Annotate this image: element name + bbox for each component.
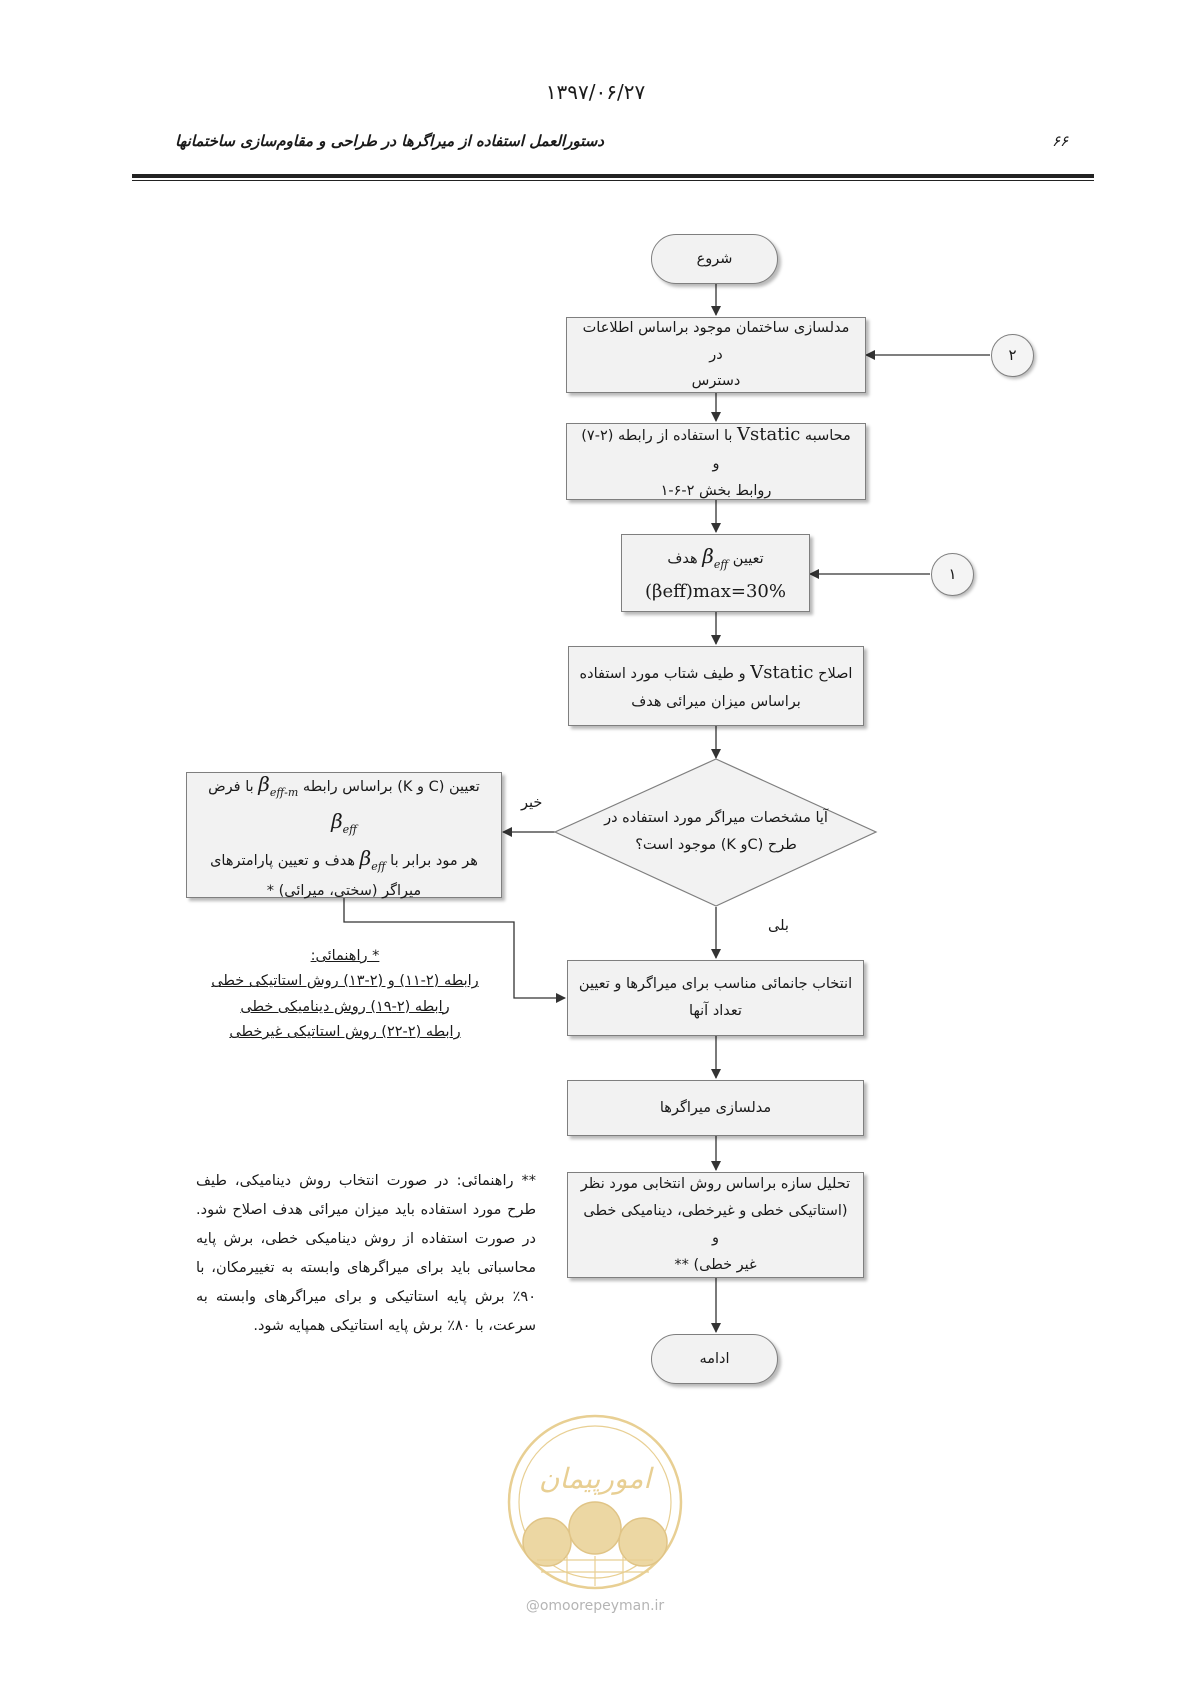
select-line1: انتخاب جانمائی مناسب برای میراگرها و تعیین <box>578 976 853 993</box>
continue-label: ادامه <box>699 1350 730 1367</box>
model-dampers-box <box>567 1080 864 1136</box>
beta-m-symbol: β <box>258 771 270 796</box>
beta-eff-subscript-2: eff <box>371 860 386 874</box>
select-layout-box <box>567 960 864 1036</box>
vstatic-pre: محاسبه <box>804 428 851 445</box>
connector-2-label: ۲ <box>1008 345 1017 364</box>
connector-2-circle <box>991 334 1034 377</box>
continue-terminal <box>651 1334 778 1384</box>
guide-line1: رابطه (۲-۱۱) و (۲-۱۳) روش استاتیکی خطی <box>211 973 479 990</box>
modeling-text-line2: دسترس <box>691 373 741 390</box>
beta-m-subscript: eff-m <box>269 785 299 799</box>
decision-text <box>580 795 852 869</box>
beta-max-formula: (βeff)max=30% <box>645 581 786 603</box>
watermark-brand: امورپیمان <box>538 1462 652 1495</box>
determine-line2b: هدف و تعیین پارامترهای <box>210 853 356 870</box>
document-title: دستورالعمل استفاده از میراگرها در طراحی و مقاوم‌سازی ساختمانها <box>175 132 604 150</box>
beta-post: هدف <box>667 550 698 567</box>
start-terminal <box>651 234 778 284</box>
analysis-box <box>567 1172 864 1278</box>
modify-pre: اصلاح <box>818 665 853 682</box>
modify-spectrum-step-box <box>568 646 864 726</box>
vstatic-step-box <box>566 423 866 500</box>
beta-symbol: β <box>702 543 714 568</box>
determine-c-k-box <box>186 772 502 898</box>
analysis-line1: تحلیل سازه براساس روش انتخابی مورد نظر <box>580 1176 851 1193</box>
vstatic-line2: روابط بخش ۲-۶-۱ <box>660 483 772 500</box>
vstatic-post: با استفاده از رابطه (۲-۷) و <box>581 428 733 473</box>
determine-text-b: با فرض <box>208 778 254 795</box>
decision-no-label: خیر <box>521 795 543 811</box>
beta-eff-symbol: β <box>331 808 343 833</box>
modify-post: و طیف شتاب مورد استفاده <box>579 665 746 682</box>
modeling-text-line1: مدلسازی ساختمان موجود براساس اطلاعات در <box>582 319 850 363</box>
page-date: ۱۳۹۷/۰۶/۲۷ <box>545 80 646 104</box>
modify-line2: براساس میزان میرائی هدف <box>631 694 801 711</box>
determine-line3: میراگر (سختی، میرائی) * <box>266 882 422 899</box>
beta-pre: تعیین <box>732 550 764 567</box>
decision-line1: آیا مشخصات میراگر مورد استفاده در <box>604 810 828 827</box>
analysis-line2: (استاتیکی خطی و غیرخطی، دینامیکی خطی و <box>583 1203 848 1246</box>
connector-1-label: ۱ <box>948 564 957 583</box>
page-number: ۶۶ <box>1052 132 1069 150</box>
connector-1-circle <box>931 553 974 596</box>
analysis-line3: غیر خطی) ** <box>674 1256 757 1273</box>
watermark-logo <box>497 1410 693 1594</box>
beta-eff-step-box <box>621 534 810 612</box>
guide-line3: رابطه (۲-۲۲) روش استاتیکی غیرخطی <box>229 1024 461 1041</box>
beta-eff-symbol-2: β <box>359 846 372 871</box>
modify-symbol: Vstatic <box>750 661 814 683</box>
guide-title: * راهنمائی: <box>310 948 380 964</box>
determine-text-a: تعیین (C و K) براساس رابطه <box>302 778 480 795</box>
start-label: شروع <box>696 250 733 267</box>
select-line2: تعداد آنها <box>689 1003 742 1019</box>
modeling-step-box <box>566 317 866 393</box>
dynamic-method-note: ** راهنمائی: در صورت انتخاب روش دینامیکی، طیف طرح مورد استفاده باید میزان میرائی هدف اصلاح شود. در صورت استفاده از روش دینامیکی خطی، برش پایه محاسباتی باید برای میراگرهای وابسته به تغییرمکان، با ۹۰٪ برش پایه استاتیکی و برای میراگرهای وابسته به سرعت، با ۸۰٪ برش پایه استاتیکی همپایه شود. <box>196 1173 536 1334</box>
decision-line2: طرح (Cو K) موجود است؟ <box>635 837 797 853</box>
guide-note <box>205 944 485 1046</box>
beta-eff-subscript: eff <box>342 822 357 836</box>
vstatic-symbol: Vstatic <box>737 424 801 446</box>
decision-yes-label: بلی <box>768 918 789 934</box>
watermark-url: @omoorepeyman.ir <box>525 1598 665 1614</box>
beta-subscript: eff <box>713 557 729 571</box>
determine-line2a: هر مود برابر با <box>390 853 478 870</box>
model-dampers-label: مدلسازی میراگرها <box>659 1099 772 1116</box>
guide-line2: رابطه (۲-۱۹) روش دینامیکی خطی <box>240 998 450 1015</box>
